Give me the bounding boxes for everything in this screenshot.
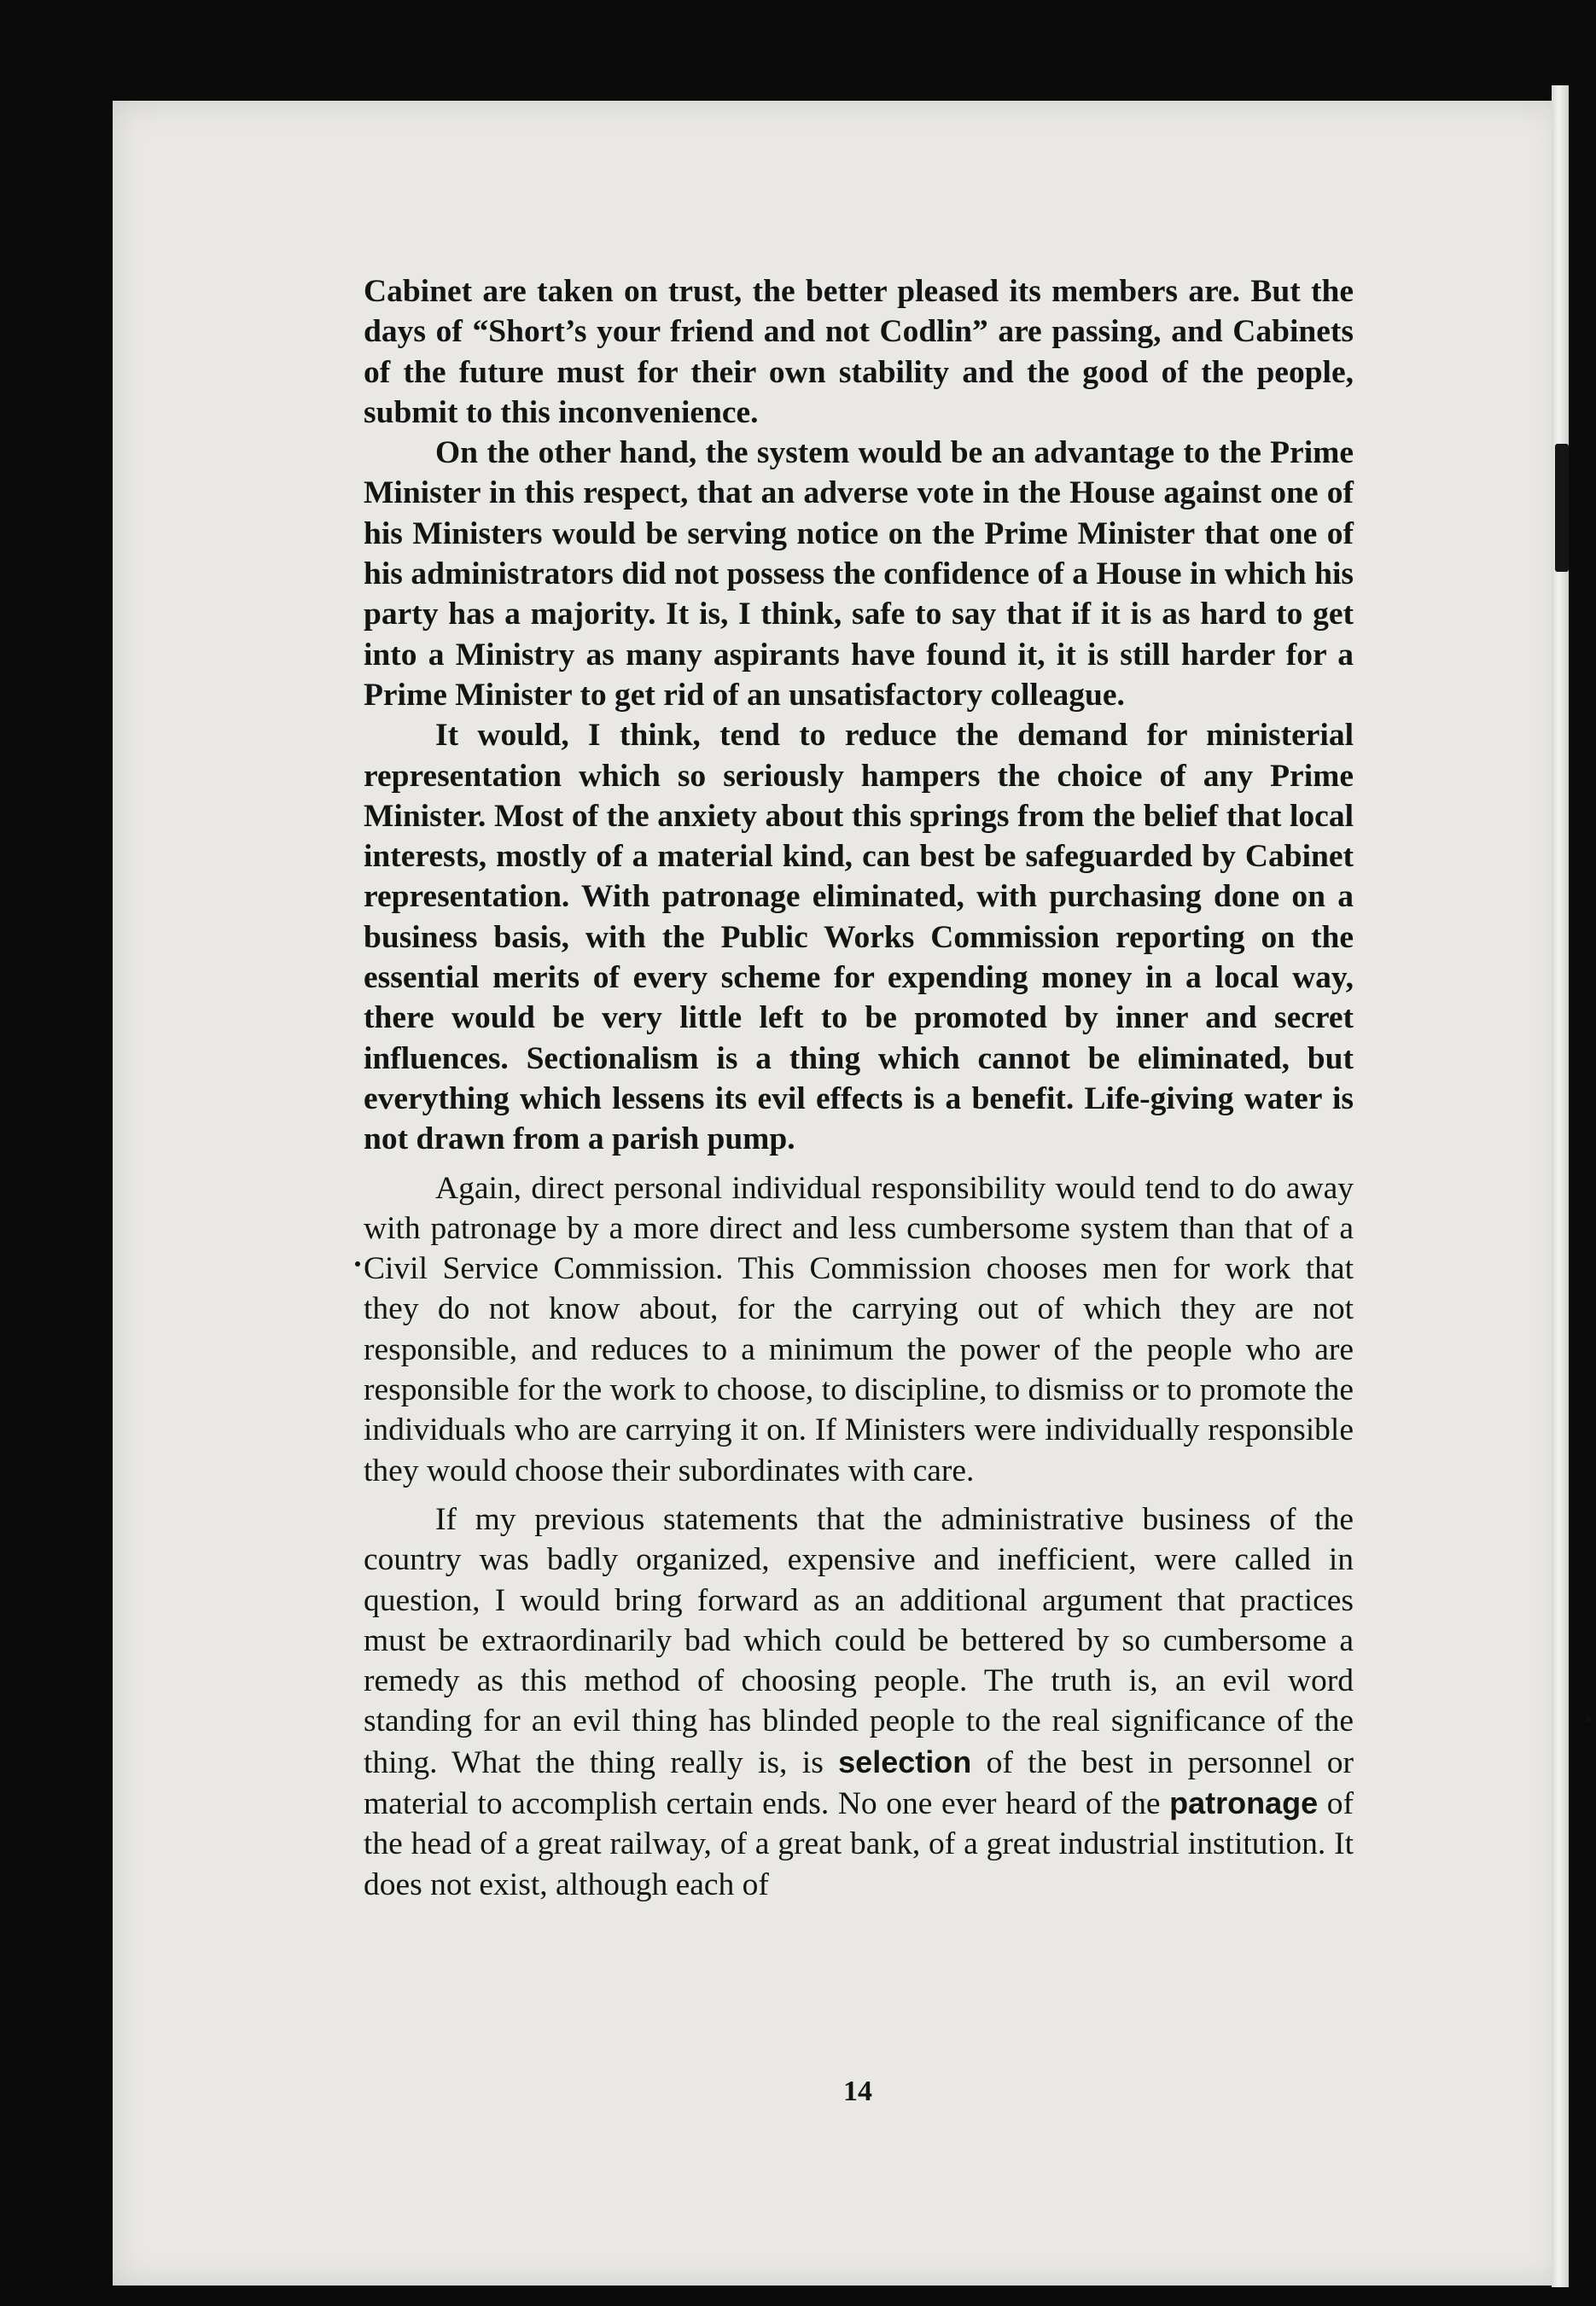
emphasis-selection: selection xyxy=(838,1744,972,1779)
paragraph-5-text-c: of the head of a great railway, of a great bank, of a great industrial institution. It does not exist, although each of xyxy=(364,1785,1354,1902)
paragraph-4: Again, direct personal individual responsibility would tend to do away with patronage by a more direct and less cumbersome system than that of a Civil Service Commission. This Commission chooses men for work that they do not know about, for the carrying out of which they are not responsible, and reduces to a minimum the power of the people who are responsible for the work to choose, to discipline, to dismiss or to promote the individuals who are carrying it on. If Ministers were individually responsible they would choose their subordinates with care. xyxy=(364,1170,1354,1488)
page-number: 14 xyxy=(843,2076,872,2107)
paragraph-5-text-a: If my previous statements that the administrative business of the country was badly organized, expensive and inefficient, were called in question, I would bring forward as an additional argument that practices must be extraordinarily bad which could be bettered by so cumbersome a remedy as this method of choosing people. The truth is, an evil word standing for an evil thing has blinded people to the real significance of the thing. What the thing really is, is xyxy=(364,1501,1354,1780)
body-text xyxy=(364,271,1354,1905)
emphasis-patronage: patronage xyxy=(1169,1785,1319,1820)
paragraph-5-text-b: of the best in personnel or material to accomplish certain ends. No one ever heard of the xyxy=(364,1744,1354,1821)
paragraph-3: It would, I think, tend to reduce the demand for ministerial representation which so seriously hampers the choice of any Prime Minister. Most of the anxiety about this springs from the belief that local interests, mostly of a material kind, can best be safeguarded by Cabinet representation. With patronage eliminated, with purchasing done on a business basis, with the Public Works Commission reporting on the essential merits of every scheme for expending money in a local way, there would be very little left to be promoted by inner and secret influences. Sectionalism is a thing which cannot be eliminated, but everything which lessens its evil effects is a benefit. Life-giving water is not drawn from a parish pump. xyxy=(364,718,1354,1157)
paragraph-1: Cabinet are taken on trust, the better pleased its members are. But the days of “Short’s your friend and not Codlin” are passing, and Cabinets of the future must for their own stability and the good of the people, submit to this inconvenience. xyxy=(364,274,1354,430)
binding-mark xyxy=(1555,444,1569,572)
paragraph-2: On the other hand, the system would be an advantage to the Prime Minister in this respect, that an adverse vote in the House against one of his Ministers would be serving notice on the Prime Minister that one of his administrators did not possess the confidence of a House in which his party has a majority. It is, I think, safe to say that if it is as hard to get into a Ministry as many aspirants have found it, it is still harder for a Prime Minister to get rid of an unsatisfactory colleague. xyxy=(364,435,1354,713)
paragraph-5 xyxy=(364,1499,1354,1905)
page-edge xyxy=(1552,85,1569,2287)
edge-speck xyxy=(1586,1717,1591,1722)
ink-speck xyxy=(355,1261,360,1267)
